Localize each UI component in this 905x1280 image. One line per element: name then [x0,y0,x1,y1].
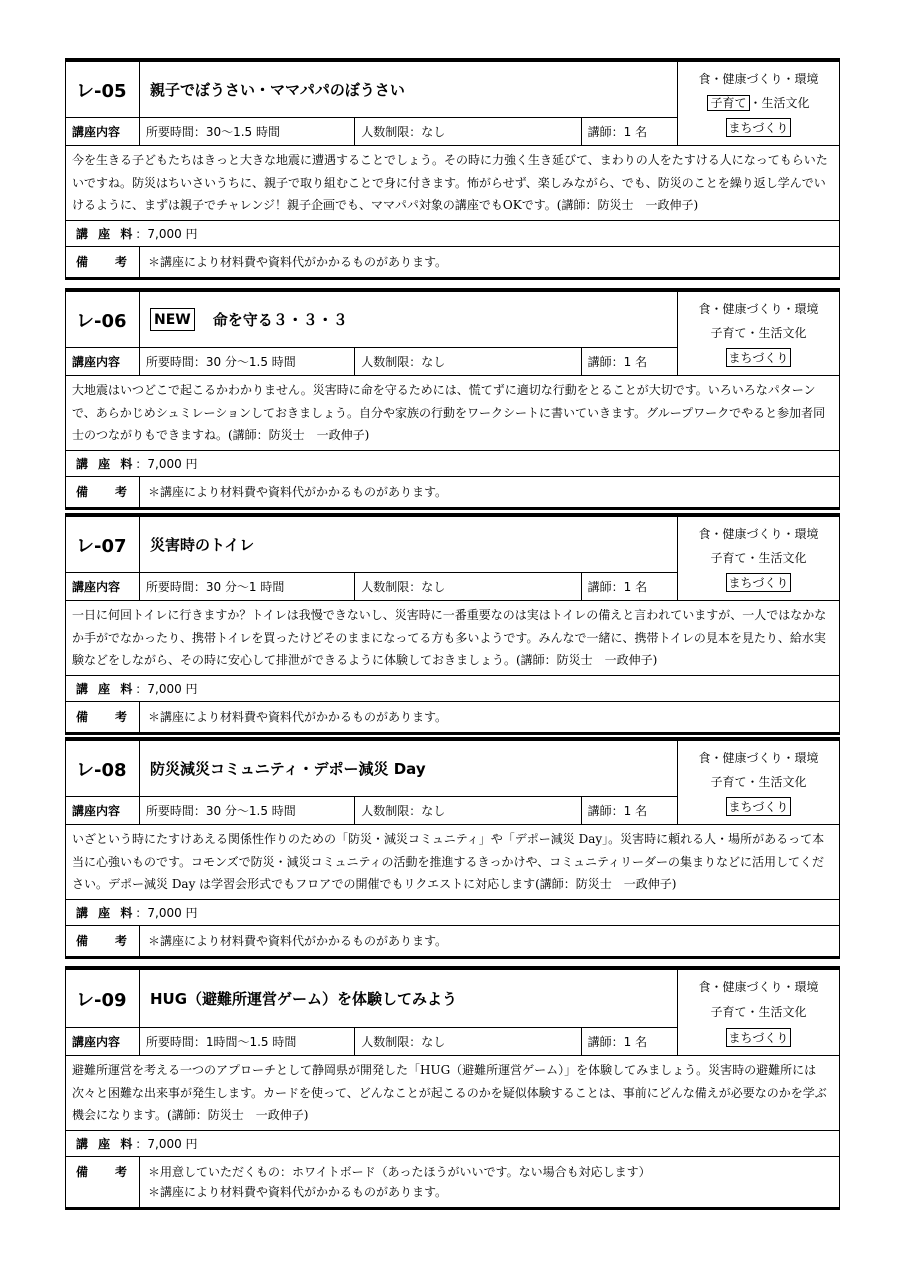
lecturer-count: 講師：1 名 [587,125,648,139]
meta-label: 講座内容 [66,118,140,145]
fee-label: 講 座 料 [76,456,136,471]
note-row [66,702,839,732]
category-list [677,62,839,145]
category-childcare [707,94,809,111]
fee-label: 講 座 料 [76,226,136,241]
course-title: 防災減災コミュニティ・デポー減災 Day [150,760,426,778]
participant-limit: 人数制限：なし [355,348,581,375]
participant-limit: 人数制限：なし [355,118,581,145]
category-food: 食・健康づくり・環境 [698,980,819,994]
note-row [66,926,839,956]
course-code: レ-06 [66,292,140,347]
fee-value: 7,000 円 [147,226,198,241]
course-title: 命を守る３・３・３ [212,311,348,329]
lecturer-count: 講師：1 名 [587,804,648,818]
participant-limit: 人数制限：なし [355,1028,581,1055]
category-town: まちづくり [726,118,792,137]
fee-label: 講 座 料 [76,1136,136,1151]
fee-label: 講 座 料 [76,905,136,920]
meta-label: 講座内容 [66,573,140,600]
fee-value: 7,000 円 [147,681,198,696]
note-extra: ＊用意していただくもの：ホワイトボード（あったほうがいいです。ない場合も対応します） [148,1164,651,1179]
lecturer-count: 講師：1 名 [587,1035,648,1049]
note-text: ＊講座により材料費や資料代がかかるものがあります。 [148,933,448,948]
note-text: ＊講座により材料費や資料代がかかるものがあります。 [148,709,448,724]
participant-limit: 人数制限：なし [355,573,581,600]
note-label: 備 考 [66,247,140,277]
duration: 所要時間：1時間～1.5 時間 [140,1028,355,1055]
course-description: いざという時にたすけあえる関係性作りのための「防災・減災コミュニティ」や「デポー減災 Day」。災害時に頼れる人・場所があるって本当に心強いものです。コモンズで防災・減災コミュニティの活動を推進するきっかけや、コミュニティリーダーの集まりなどに活用してください。デポー減災 Day は学習会形式でもフロアでの開催でもリクエストに対応します(講師：防災士 一政伸子) [66,825,839,900]
category-childcare: 子育て・生活文化 [710,774,807,789]
course-card-07 [65,513,840,735]
meta-label: 講座内容 [66,1028,140,1055]
duration: 所要時間：30 分～1 時間 [140,573,355,600]
participant-limit: 人数制限：なし [355,797,581,824]
fee-label: 講 座 料 [76,681,136,696]
category-food: 食・健康づくり・環境 [698,71,819,86]
category-childcare: 子育て・生活文化 [710,325,807,340]
note-label: 備 考 [66,926,140,956]
category-childcare-rest: ・生活文化 [749,95,810,110]
note-text: ＊講座により材料費や資料代がかかるものがあります。 [148,254,448,269]
course-description: 避難所運営を考える一つのアプローチとして静岡県が開発した「HUG（避難所運営ゲーム）」を体験してみましょう。災害時の避難所には次々と困難な出来事が発生します。カードを使って、どんなことが起こるのかを疑似体験することは、事前にどんな備えが必要なのかを学ぶ機会になります。(講師：防災士 一政伸子) [66,1056,839,1131]
fee-row: 講 座 料 ： 7,000 円 [66,1131,839,1157]
note-material: ＊講座により材料費や資料代がかかるものがあります。 [148,1184,448,1199]
category-town: まちづくり [726,1028,792,1047]
meta-label: 講座内容 [66,797,140,824]
fee-row: 講 座 料 ： 7,000 円 [66,900,839,926]
fee-value: 7,000 円 [147,905,198,920]
course-title: 災害時のトイレ [150,536,255,554]
course-code: レ-08 [66,741,140,796]
course-card-08 [65,737,840,959]
course-title: HUG（避難所運営ゲーム）を体験してみよう [150,990,458,1008]
category-childcare: 子育て・生活文化 [710,550,807,565]
category-food: 食・健康づくり・環境 [698,750,819,765]
category-childcare-highlight: 子育て [707,95,749,111]
note-label: 備 考 [66,477,140,507]
fee-value: 7,000 円 [147,1136,198,1151]
course-card-05 [65,58,840,280]
fee-row: 講 座 料 ： 7,000 円 [66,676,839,702]
meta-label: 講座内容 [66,348,140,375]
course-code: レ-05 [66,62,140,117]
fee-value: 7,000 円 [147,456,198,471]
new-badge: NEW [150,308,195,331]
category-town: まちづくり [726,797,792,816]
note-text: ＊講座により材料費や資料代がかかるものがあります。 [148,484,448,499]
lecturer-count: 講師：1 名 [587,355,648,369]
course-description: 一日に何回トイレに行きますか？トイレは我慢できないし、災害時に一番重要なのは実はトイレの備えと言われていますが、一人ではなかなか手がでなかったり、携帯トイレを買ったけどそのままになってる方も多いようです。みんなで一緒に、携帯トイレの見本を見たり、給水実験などをしながら、その時に安心して排泄ができるように体験しておきましょう。(講師：防災士 一政伸子) [66,601,839,676]
course-card-09 [65,966,840,1210]
category-town: まちづくり [726,573,792,592]
fee-row: 講 座 料 ： 7,000 円 [66,221,839,247]
course-title: 親子でぼうさい・ママパパのぼうさい [150,81,405,99]
category-childcare: 子育て・生活文化 [710,1005,807,1019]
course-title-wrap [140,292,677,347]
category-town: まちづくり [726,348,792,367]
course-card-06 [65,288,840,510]
category-list [677,970,839,1055]
category-list [677,292,839,375]
course-description: 大地震はいつどこで起こるかわかりません。災害時に命を守るためには、慌てずに適切な行動をとることが大切です。いろいろなパターンで、あらかじめシュミレーションしておきましょう。自分や家族の行動をワークシートに書いていきます。グループワークでやると参加者同士のつながりもできますね。(講師：防災士 一政伸子) [66,376,839,451]
note-row [66,1157,839,1207]
note-text [140,1157,839,1207]
note-label: 備 考 [66,702,140,732]
category-food: 食・健康づくり・環境 [698,301,819,316]
category-food: 食・健康づくり・環境 [698,526,819,541]
note-row [66,247,839,277]
course-code: レ-07 [66,517,140,572]
duration: 所要時間：30 分～1.5 時間 [140,348,355,375]
course-code: レ-09 [66,970,140,1027]
duration: 所要時間：30～1.5 時間 [140,118,355,145]
category-list [677,517,839,600]
category-list [677,741,839,824]
lecturer-count: 講師：1 名 [587,580,648,594]
duration: 所要時間：30 分～1.5 時間 [140,797,355,824]
note-row [66,477,839,507]
course-description: 今を生きる子どもたちはきっと大きな地震に遭遇することでしょう。その時に力強く生き延びて、まわりの人をたすける人になってもらいたいですね。防災はちいさいうちに、親子で取り組むことで身に付きます。怖がらせず、楽しみながら、でも、防災のことを繰り返し学んでいけるように、まずは親子でチャレンジ！親子企画でも、ママパパ対象の講座でもOKです。(講師：防災士 一政伸子) [66,146,839,221]
fee-row: 講 座 料 ： 7,000 円 [66,451,839,477]
note-label: 備 考 [66,1157,140,1207]
